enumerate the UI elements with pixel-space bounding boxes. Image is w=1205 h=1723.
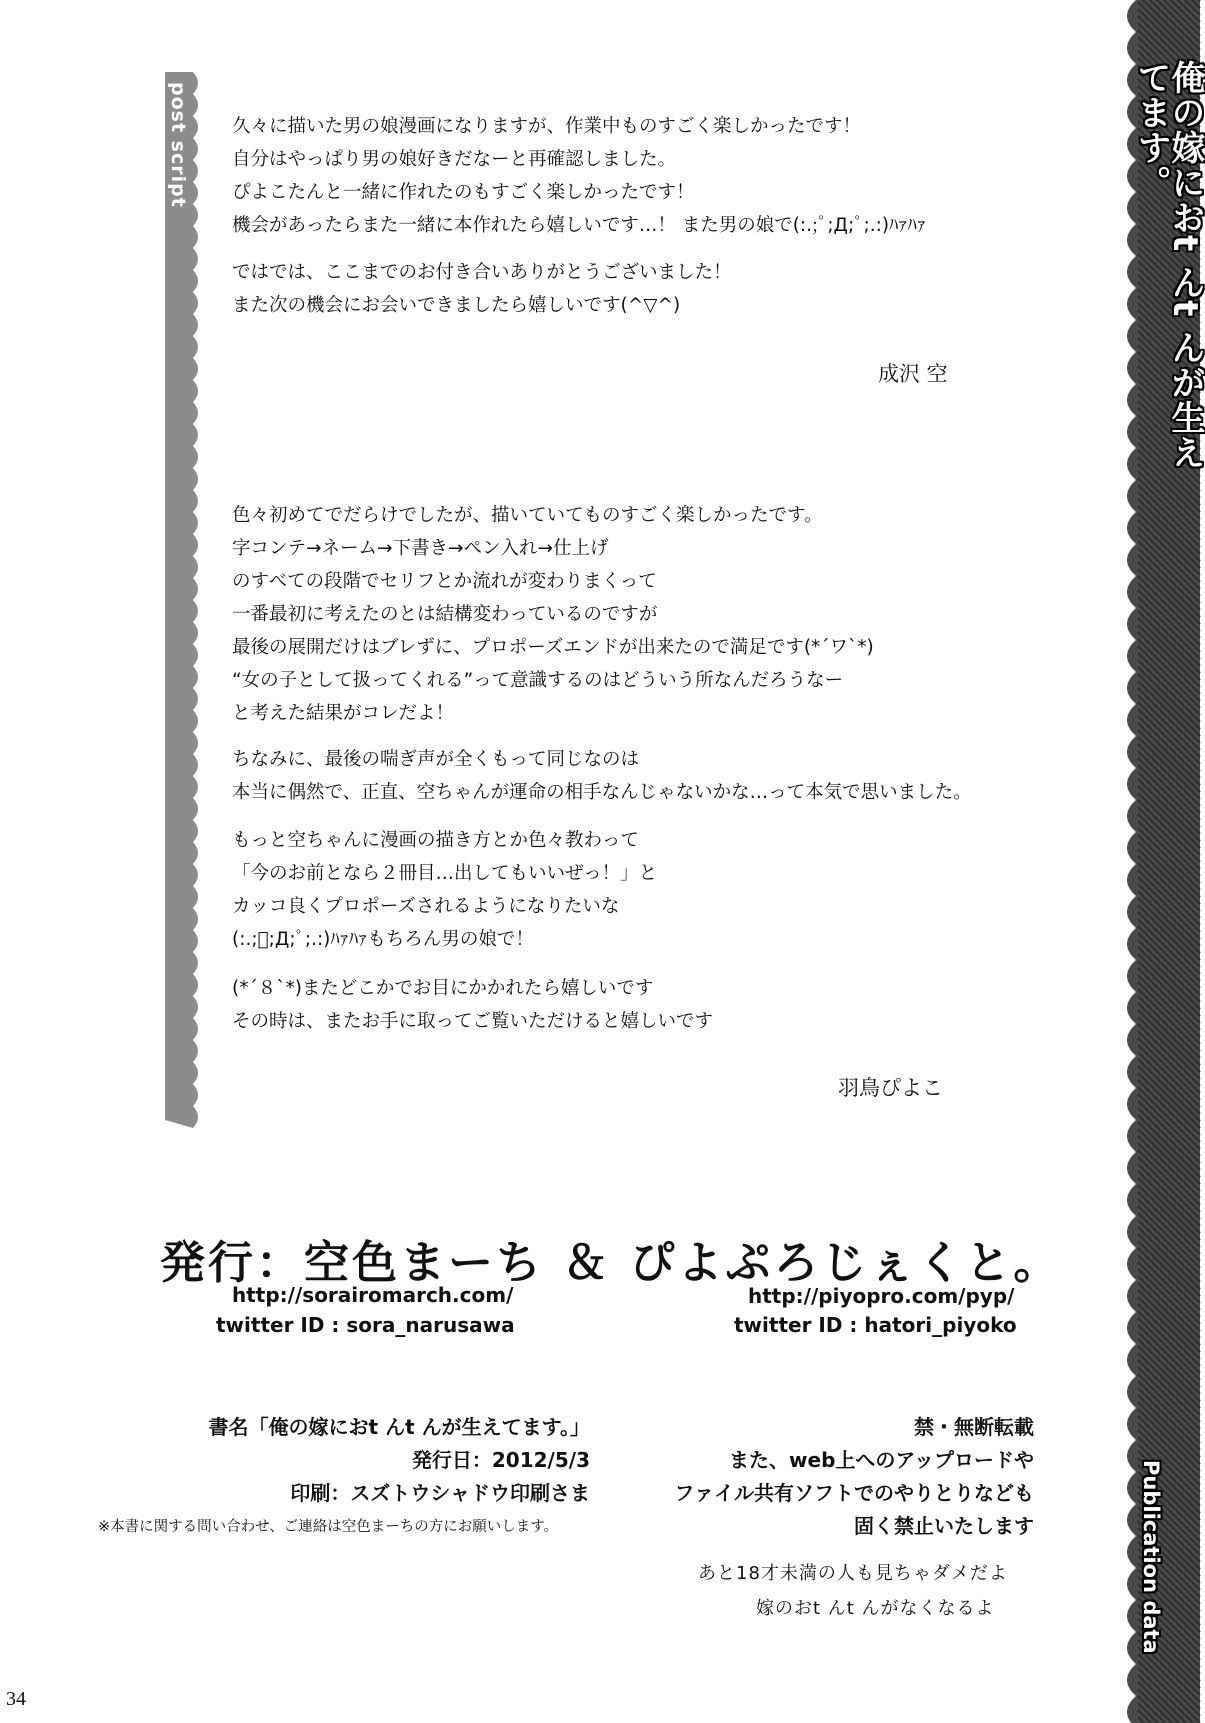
text-line: その時は、またお手に取ってご覧いただけると嬉しいです: [232, 1011, 714, 1032]
sora-signature: 成沢 空: [878, 362, 948, 386]
piyoko-block-1: [232, 499, 874, 730]
text-line: また次の機会にお会いできましたら嬉しいです(^▽^): [232, 295, 681, 316]
postscript-label: post script: [167, 82, 189, 208]
text-line: カッコ良くプロポーズされるようになりたいな: [232, 896, 620, 917]
text-line: ちなみに、最後の喘ぎ声が全くもって同じなのは: [232, 749, 640, 770]
text-line: ぴよこたんと一緒に作れたのもすごく楽しかったです！: [232, 182, 695, 203]
sora-twitter-id: twitter ID : sora_narusawa: [216, 1313, 515, 1337]
strictly-prohibited-line: 固く禁止いたします: [854, 1514, 1034, 1538]
text-line: “女の子として扱ってくれる”って意識するのはどういう所なんだろうなー: [232, 670, 844, 691]
side-title-rail: [1131, 60, 1205, 490]
piyoko-block-2: [232, 743, 972, 809]
publication-data-label: Publication data: [1139, 1460, 1163, 1654]
text-line: 最後の展開だけはブレずに、プロポーズエンドが出来たので満足です(*´ワ`*): [232, 637, 874, 658]
text-line: 自分はやっぱり男の娘好きだなーと再確認しました。: [232, 149, 677, 170]
text-line: ではでは、ここまでのお付き合いありがとうございました！: [232, 262, 732, 283]
publisher-heading: 発行：空色まーち ＆ ぴよぷろじぇくと。: [160, 1236, 1062, 1289]
text-line: 本当に偶然で、正直、空ちゃんが運命の相手なんじゃないかな…って本気で思いました。: [232, 782, 972, 803]
contact-note: ※本書に関する問い合わせ、ご連絡は空色まーちの方にお願いします。: [98, 1519, 559, 1535]
sora-site-url: http://sorairomarch.com/: [232, 1283, 514, 1307]
book-title-line: 書名「俺の嫁におt んt んが生えてます。」: [208, 1415, 590, 1439]
text-line: 機会があったらまた一緒に本作れたら嬉しいです…！ また男の娘で(:.;ﾟ;Д;ﾟ;.:)ﾊｧﾊｧ: [232, 215, 927, 236]
text-line: 色々初めてでだらけでしたが、描いていてものすごく楽しかったです。: [232, 505, 823, 526]
publish-date-line: 発行日：2012/5/3: [411, 1448, 590, 1472]
sora-message: [232, 110, 926, 242]
side-pub-rail: [1140, 1460, 1196, 1695]
text-line: 字コンテ→ネーム→下書き→ペン入れ→仕上げ: [232, 538, 609, 559]
side-book-title: 俺の嫁におt んt んが生えてます。: [1131, 60, 1205, 471]
text-line: と考えた結果がコレだよ！: [232, 703, 455, 724]
text-line: 「今のお前となら２冊目…出してもいいぜっ！」と: [232, 863, 658, 884]
joke-warning-line: 嫁のおt んt んがなくなるよ: [756, 1598, 995, 1619]
printer-line: 印刷：スズトウシャドウ印刷さま: [290, 1481, 590, 1505]
postscript-tab: [165, 72, 201, 1120]
piyoko-signature: 羽鳥ぴよこ: [838, 1076, 943, 1100]
tab-shape: [165, 72, 198, 1128]
text-line: 久々に描いた男の娘漫画になりますが、作業中ものすごく楽しかったです！: [232, 116, 862, 137]
text-line: (:.;ﾟ;Д;ﾟ;.:)ﾊｧﾊｧもちろん男の娘で！: [232, 929, 534, 950]
no-upload-line: また、web上へのアップロードや: [729, 1448, 1034, 1472]
sora-closing: [232, 256, 732, 322]
text-line: 一番最初に考えたのとは結構変わっているのですが: [232, 604, 658, 625]
page-number: 34: [6, 1688, 26, 1710]
piyoko-block-4: [232, 972, 713, 1038]
text-line: (*´８`*)またどこかでお目にかかれたら嬉しいです: [232, 978, 654, 999]
text-line: のすべての段階でセリフとか流れが変わりまくって: [232, 571, 657, 592]
text-line: もっと空ちゃんに漫画の描き方とか色々教わって: [232, 830, 639, 851]
piyo-twitter-id: twitter ID : hatori_piyoko: [734, 1313, 1017, 1337]
piyoko-block-3: [232, 824, 657, 956]
no-file-share-line: ファイル共有ソフトでのやりとりなども: [674, 1481, 1034, 1505]
age-warning-line: あと18才未満の人も見ちゃダメだよ: [698, 1563, 1008, 1584]
piyo-site-url: http://piyopro.com/pyp/: [748, 1284, 1015, 1308]
no-reprint-line: 禁・無断転載: [914, 1415, 1034, 1439]
